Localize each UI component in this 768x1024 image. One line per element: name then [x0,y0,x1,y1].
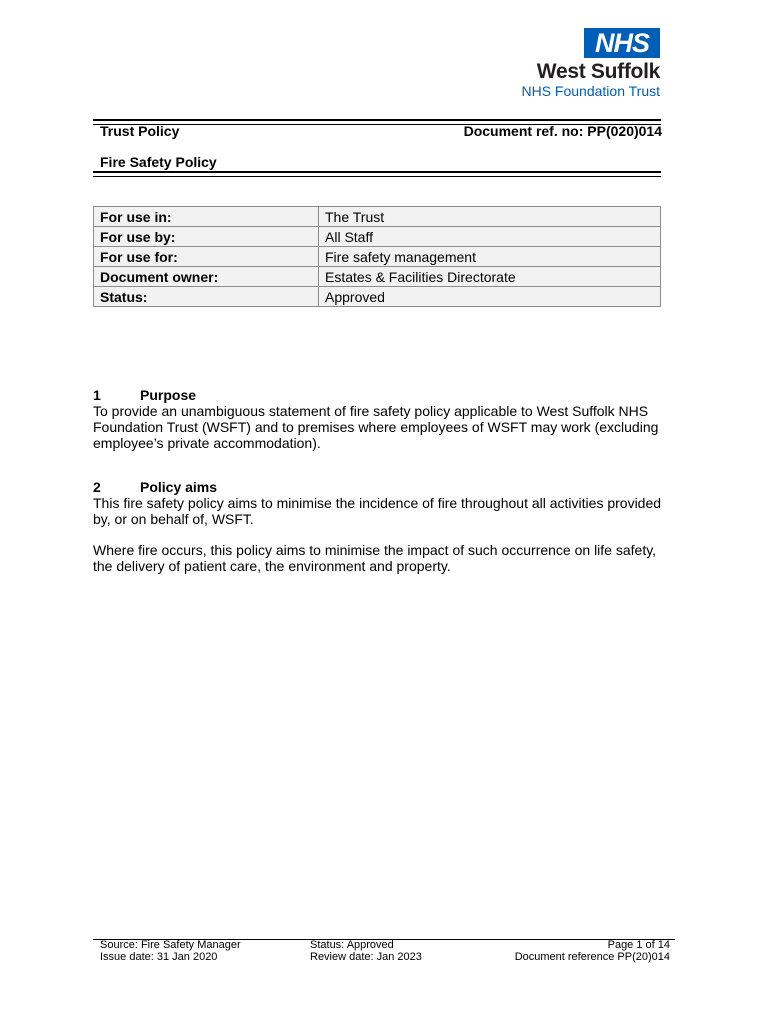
footer-status: Status: Approved [310,939,394,951]
footer-review-date: Review date: Jan 2023 [310,951,422,963]
meta-value: Fire safety management [319,247,661,267]
section-title: Purpose [140,387,197,403]
org-subtitle: NHS Foundation Trust [521,83,660,99]
org-name: West Suffolk [536,60,660,83]
section-title: Policy aims [140,479,218,495]
footer-source: Source: Fire Safety Manager [100,939,241,951]
footer-page-number: Page 1 of 14 [607,939,670,951]
meta-key: For use by: [94,227,319,247]
table-row [94,247,661,267]
section-heading-purpose [93,387,196,403]
footer-issue-date: Issue date: 31 Jan 2020 [100,951,218,963]
meta-key: Document owner: [94,267,319,287]
table-row [94,227,661,247]
policy-title: Fire Safety Policy [100,154,217,170]
meta-value: Estates & Facilities Directorate [319,267,661,287]
section-paragraph: To provide an unambiguous statement of fire safety policy applicable to West Suffolk NHS Foundation Trust (WSFT) and to premises where employees of WSFT may work (excluding employee’s private accommodation). [93,403,659,451]
header-bottom-rule [93,171,661,177]
section-heading-policy-aims [93,479,217,495]
meta-key: For use for: [94,247,319,267]
document-meta-table [93,206,661,307]
footer-doc-reference: Document reference PP(20)014 [514,951,670,963]
table-row [94,207,661,227]
meta-value: All Staff [319,227,661,247]
doc-reference-number: Document ref. no: PP(020)014 [463,123,662,139]
nhs-logo-mark: NHS [584,28,660,58]
meta-value: Approved [319,287,661,307]
section-paragraph: Where fire occurs, this policy aims to minimise the impact of such occurrence on life safety, the delivery of patient care, the environment and property. [93,542,657,574]
table-row [94,287,661,307]
section-paragraph: This fire safety policy aims to minimise the incidence of fire throughout all activities provided by, or on behalf of, WSFT. [93,495,662,527]
nhs-logo [490,28,660,98]
section-number: 2 [93,479,101,495]
table-row [94,267,661,287]
doc-category: Trust Policy [100,123,180,139]
meta-key: Status: [94,287,319,307]
meta-key: For use in: [94,207,319,227]
meta-value: The Trust [319,207,661,227]
section-number: 1 [93,387,101,403]
